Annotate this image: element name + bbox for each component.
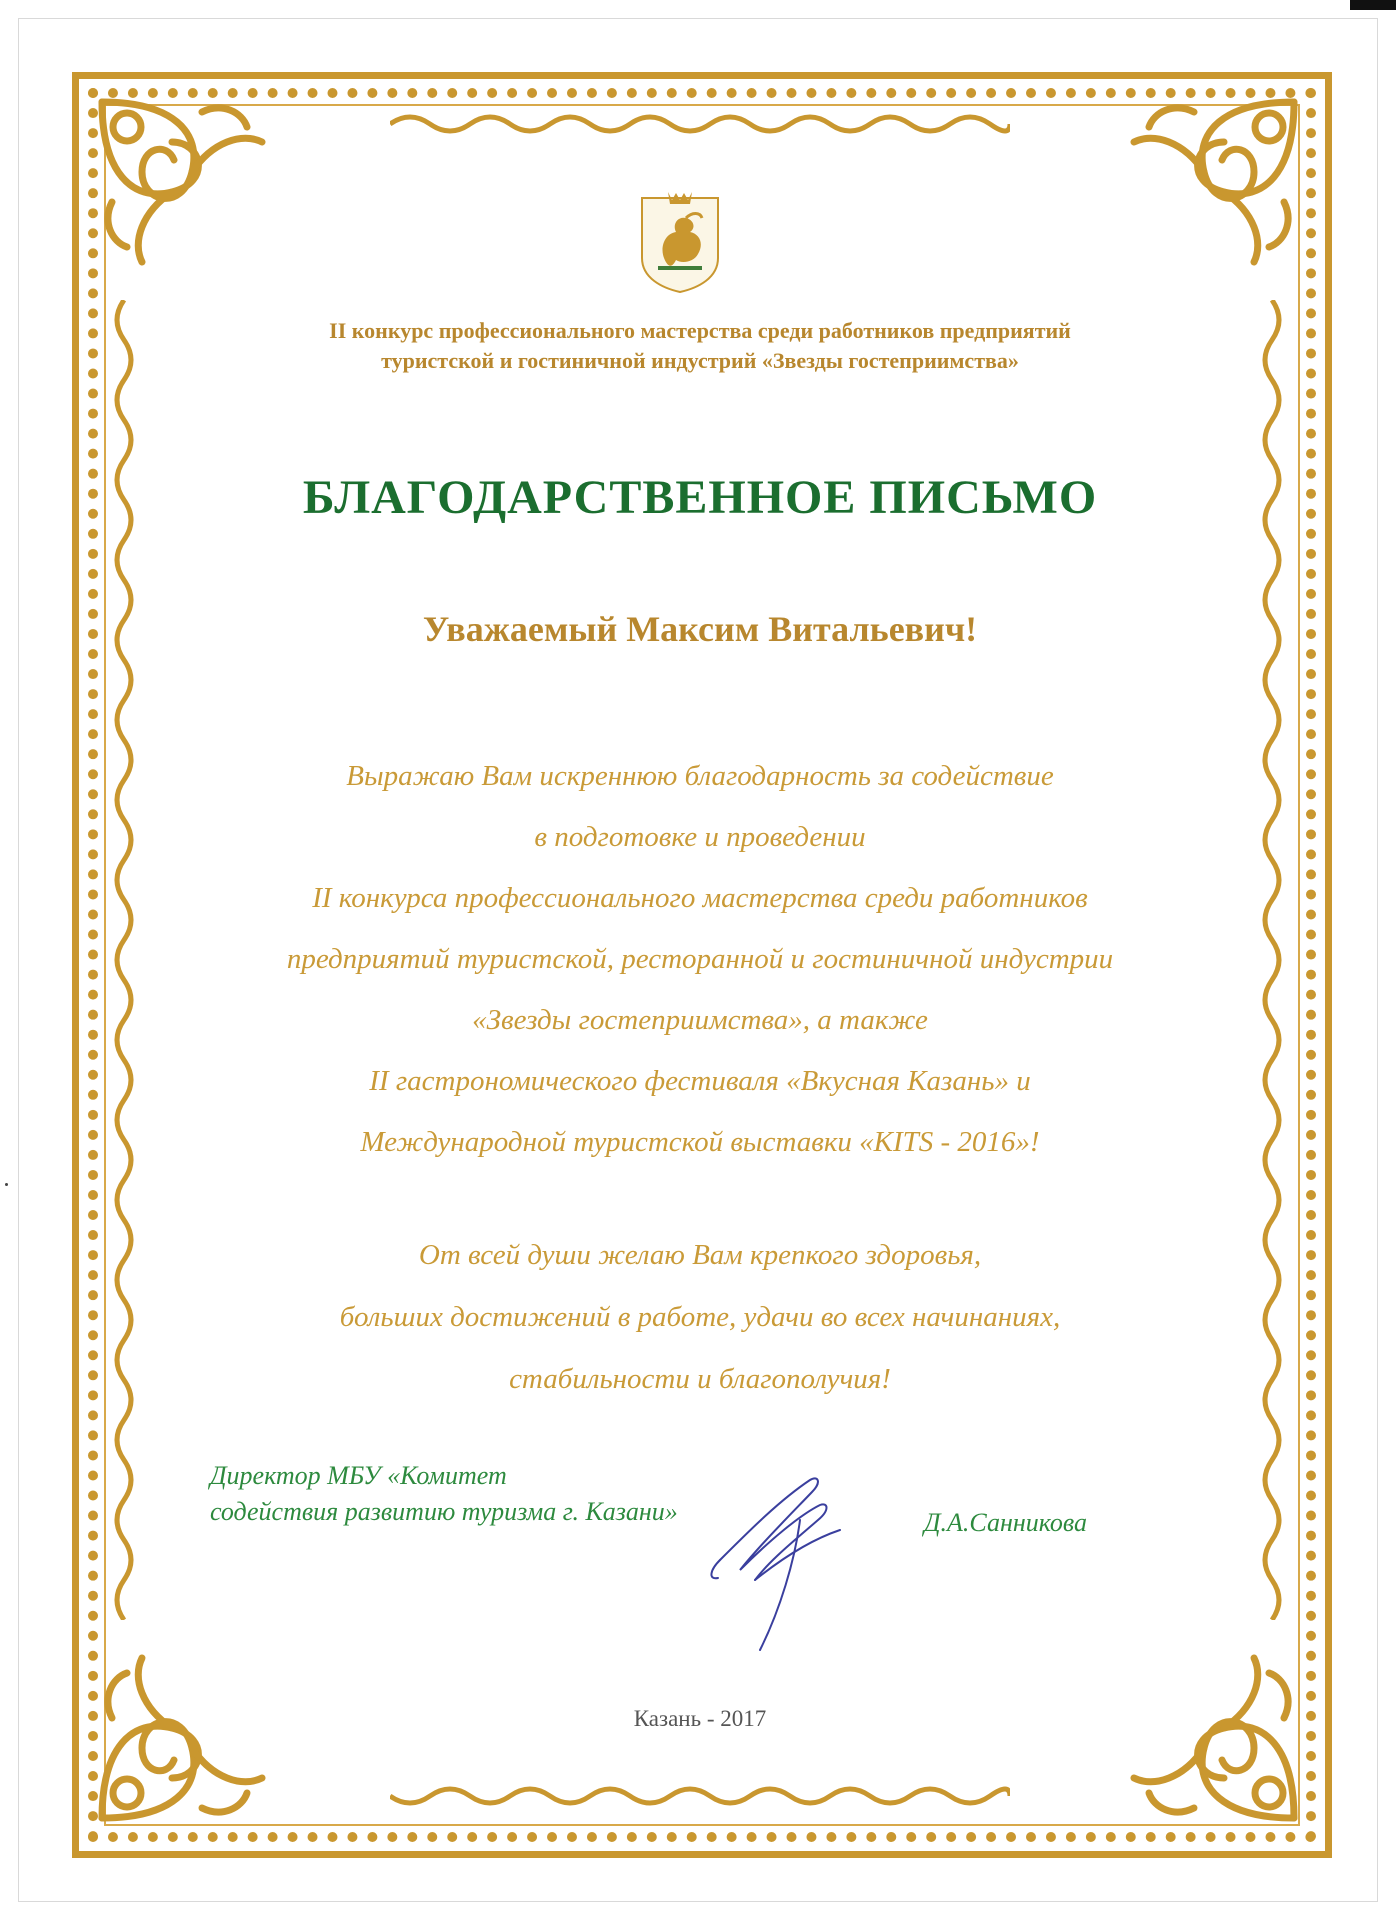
body-line: «Звезды гостеприимства», а также bbox=[472, 1004, 928, 1036]
corner-ornament-icon bbox=[1124, 1648, 1314, 1838]
scan-edge-mark bbox=[1350, 0, 1396, 10]
wishes-line: больших достижений в работе, удачи во всех начинаниях, bbox=[339, 1301, 1061, 1333]
wishes-line: стабильности и благополучия! bbox=[509, 1363, 891, 1395]
signatory-name: Д.А.Санникова bbox=[924, 1508, 1088, 1537]
letter-body bbox=[180, 746, 1220, 1173]
handwritten-signature-icon bbox=[700, 1460, 860, 1660]
scan-speck bbox=[5, 1183, 8, 1186]
signatory-position-line-1: Директор МБУ «Комитет bbox=[210, 1461, 507, 1490]
wishes-paragraph bbox=[180, 1224, 1220, 1410]
border-ornament-bottom bbox=[390, 1782, 1010, 1810]
border-ornament-top bbox=[390, 110, 1010, 138]
corner-ornament-icon bbox=[82, 82, 272, 272]
body-line: Выражаю Вам искреннюю благодарность за содействие bbox=[346, 760, 1054, 792]
corner-ornament-icon bbox=[82, 1648, 272, 1838]
contest-title bbox=[180, 316, 1220, 376]
body-line: в подготовке и проведении bbox=[534, 821, 866, 853]
body-line: Международной туристской выставки «KITS - 2016»! bbox=[360, 1126, 1040, 1158]
letter-title: БЛАГОДАРСТВЕННОЕ ПИСЬМО bbox=[302, 471, 1098, 524]
signatory-position-line-2: содействия развитию туризма г. Казани» bbox=[210, 1497, 678, 1526]
city-year: Казань - 2017 bbox=[633, 1706, 767, 1731]
contest-title-line-1: II конкурс профессионального мастерства среди работников предприятий bbox=[329, 318, 1071, 343]
wishes-line: От всей души желаю Вам крепкого здоровья, bbox=[418, 1239, 982, 1271]
corner-ornament-icon bbox=[1124, 82, 1314, 272]
salutation: Уважаемый Максим Витальевич! bbox=[422, 609, 978, 649]
body-line: II гастрономического фестиваля «Вкусная Казань» и bbox=[369, 1065, 1031, 1097]
border-ornament-left bbox=[110, 300, 138, 1620]
body-line: II конкурса профессионального мастерства среди работников bbox=[312, 882, 1088, 914]
body-line: предприятий туристской, ресторанной и гостиничной индустрии bbox=[286, 943, 1114, 975]
border-ornament-right bbox=[1258, 300, 1286, 1620]
contest-title-line-2: туристской и гостиничной индустрий «Звезды гостеприимства» bbox=[381, 348, 1019, 373]
signatory-position bbox=[210, 1458, 678, 1530]
kazan-coat-of-arms-icon bbox=[638, 188, 722, 294]
